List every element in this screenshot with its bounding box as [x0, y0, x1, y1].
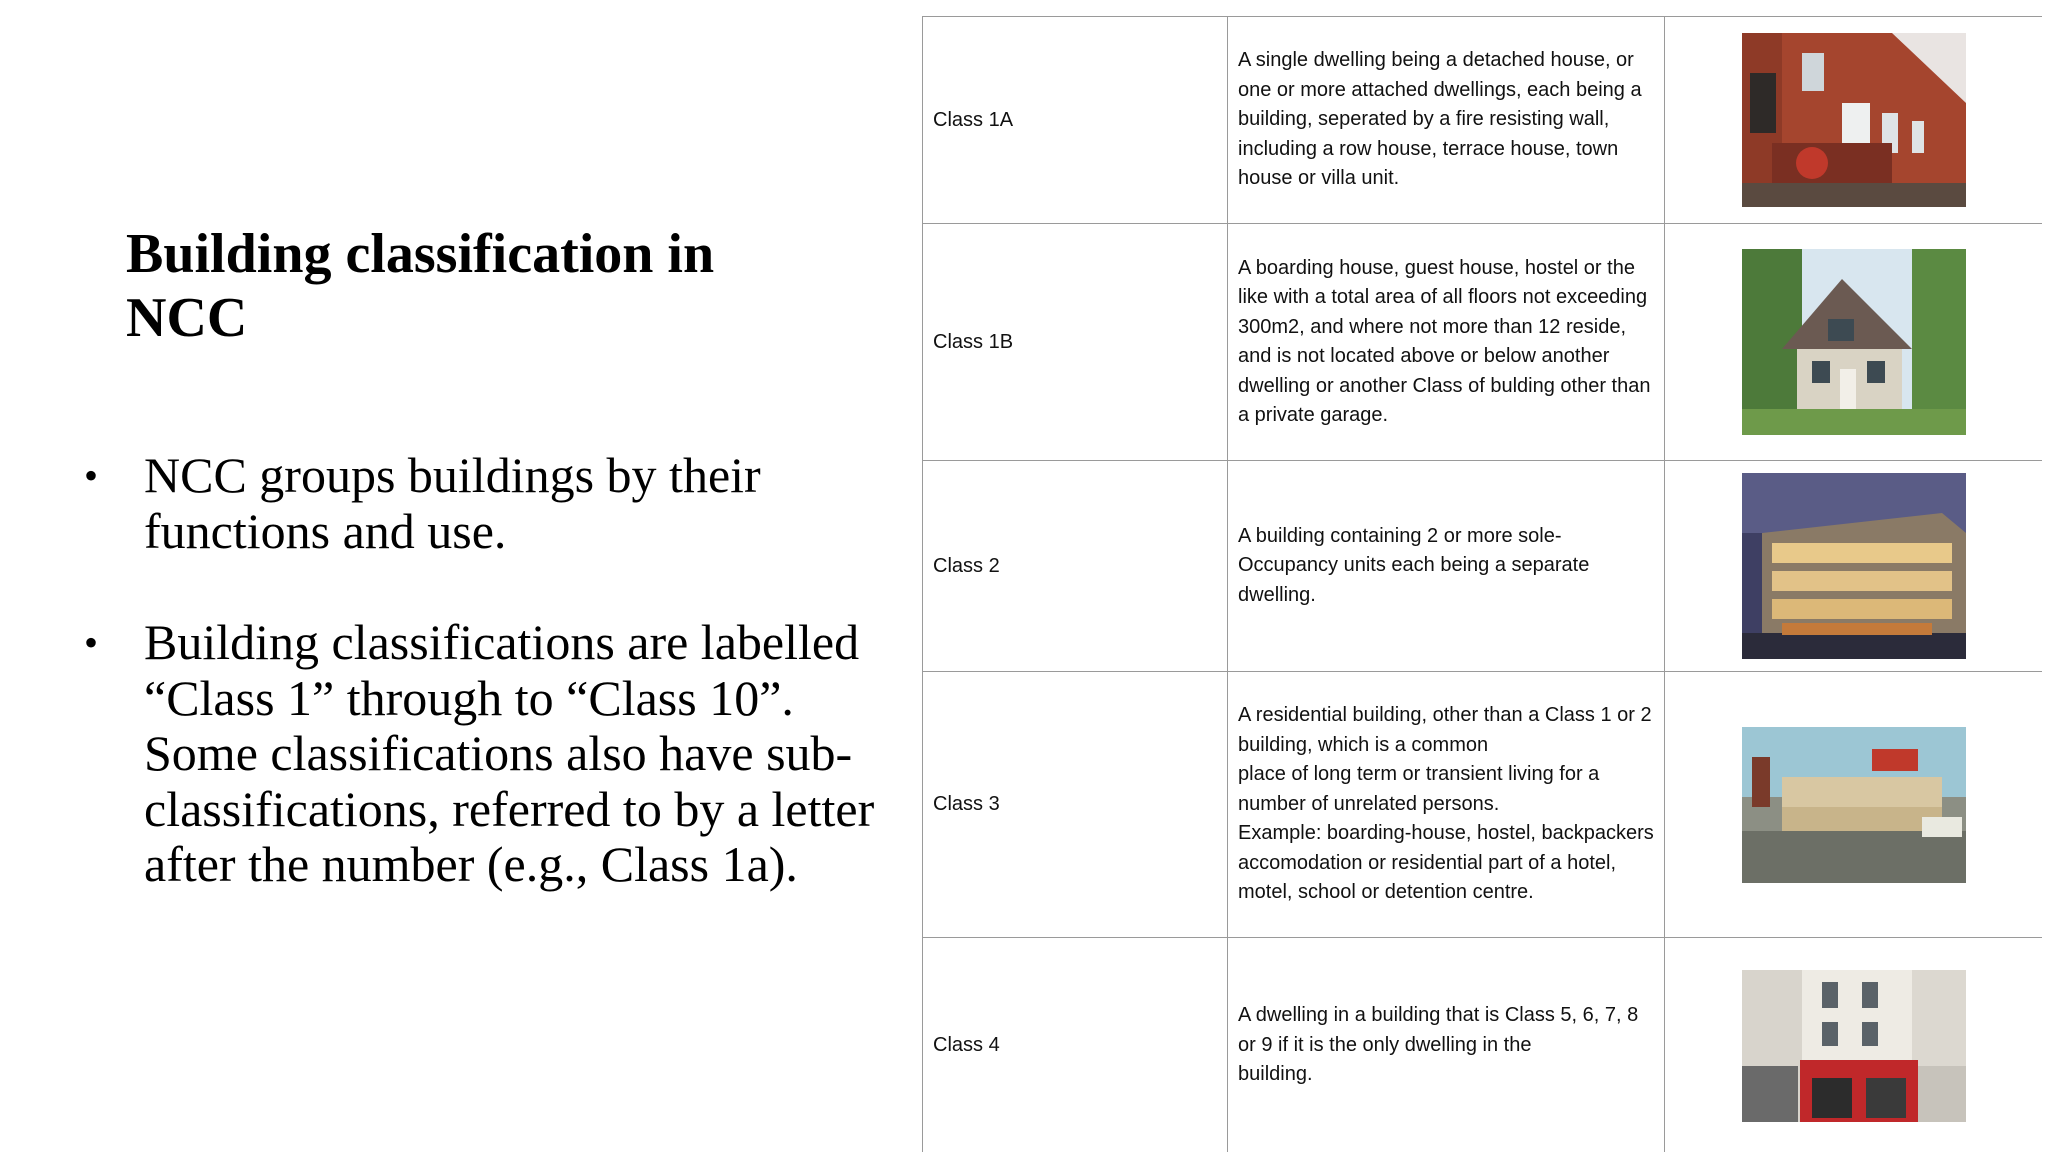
description-cell: A residential building, other than a Class 1 or 2 building, which is a common place of long term or transient living for a number of unrelated persons. Example: boarding-house, hostel, backpackers accomodation or residential part of a hotel, motel, school or detention centre. [1228, 672, 1665, 938]
image-cell [1665, 672, 2043, 938]
table-row [923, 17, 2043, 224]
terrace-houses-photo [1742, 33, 1966, 207]
bullet-line: Some classifications also have sub- [144, 725, 853, 781]
classification-table [922, 16, 2042, 1152]
class-cell: Class 1B [923, 224, 1228, 461]
image-cell [1665, 938, 2043, 1152]
description-cell: A building containing 2 or more sole- Occupancy units each being a separate dwelling. [1228, 461, 1665, 672]
guest-house-photo [1742, 249, 1966, 435]
bullet-line: Building classifications are labelled [144, 614, 860, 670]
table-row [923, 672, 2043, 938]
class-cell: Class 4 [923, 938, 1228, 1152]
table-row [923, 224, 2043, 461]
bullet-marker: • [84, 453, 99, 498]
bullet-item [84, 448, 904, 559]
class-cell: Class 3 [923, 672, 1228, 938]
class-cell: Class 2 [923, 461, 1228, 672]
bullet-list [84, 448, 904, 949]
bullet-line: functions and use. [144, 502, 507, 559]
bullet-line: NCC groups buildings by their [144, 447, 761, 503]
classification-table-container [922, 16, 2042, 1152]
bullet-item [84, 615, 904, 893]
image-cell [1665, 224, 2043, 461]
table-row [923, 461, 2043, 672]
title-line-2: NCC [126, 287, 248, 349]
apartment-building-photo [1742, 473, 1966, 659]
image-cell [1665, 17, 2043, 224]
description-cell: A dwelling in a building that is Class 5, 6, 7, 8 or 9 if it is the only dwelling in the building. [1228, 938, 1665, 1152]
slide-title [126, 222, 846, 350]
shopfront-building-photo [1742, 970, 1966, 1122]
description-cell: A single dwelling being a detached house, or one or more attached dwellings, each being a building, seperated by a fire resisting wall, including a row house, terrace house, town house or villa unit. [1228, 17, 1665, 224]
bullet-line: after the number (e.g., Class 1a). [144, 836, 798, 892]
bullet-line: “Class 1” through to “Class 10”. [144, 669, 794, 726]
table-row [923, 938, 2043, 1152]
description-cell: A boarding house, guest house, hostel or the like with a total area of all floors not exceeding 300m2, and where not more than 12 reside, and is not located above or below another dwelling or another Class of bulding other than a private garage. [1228, 224, 1665, 461]
title-line-1: Building classification in [126, 223, 715, 285]
class-cell: Class 1A [923, 17, 1228, 224]
motel-photo [1742, 727, 1966, 883]
bullet-marker: • [84, 620, 99, 665]
bullet-line: classifications, referred to by a letter [144, 780, 875, 837]
image-cell [1665, 461, 2043, 672]
